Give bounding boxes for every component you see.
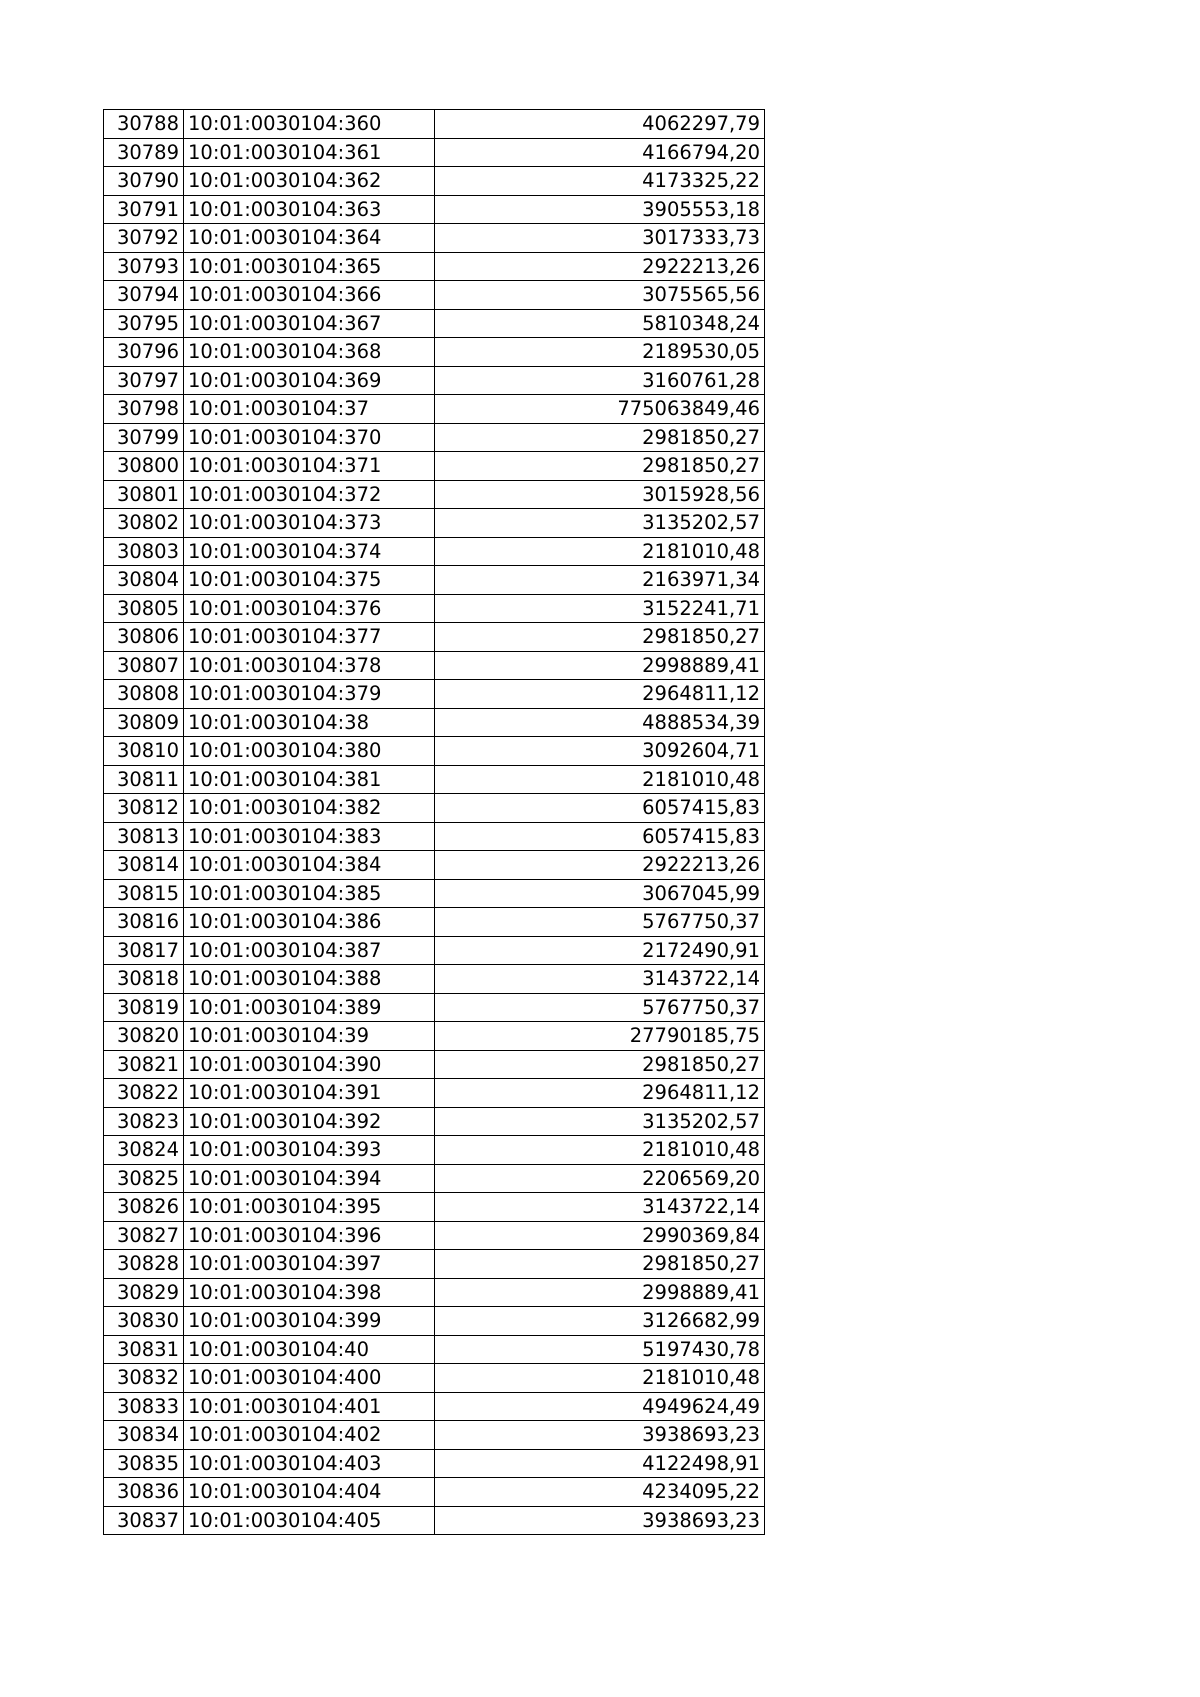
- cadastral-number-cell: 10:01:0030104:388: [184, 965, 435, 994]
- value-cell: 3135202,57: [435, 1107, 765, 1136]
- cadastral-number-cell: 10:01:0030104:399: [184, 1307, 435, 1336]
- row-number-cell: 30798: [104, 395, 184, 424]
- table-row: [104, 195, 765, 224]
- row-number-cell: 30827: [104, 1221, 184, 1250]
- value-cell: 6057415,83: [435, 822, 765, 851]
- row-number-cell: 30808: [104, 680, 184, 709]
- value-cell: 2964811,12: [435, 680, 765, 709]
- table-row: [104, 1335, 765, 1364]
- cadastral-number-cell: 10:01:0030104:401: [184, 1392, 435, 1421]
- table-row: [104, 1050, 765, 1079]
- row-number-cell: 30817: [104, 936, 184, 965]
- row-number-cell: 30793: [104, 252, 184, 281]
- row-number-cell: 30809: [104, 708, 184, 737]
- value-cell: 2163971,34: [435, 566, 765, 595]
- value-cell: 4234095,22: [435, 1478, 765, 1507]
- cadastral-number-cell: 10:01:0030104:379: [184, 680, 435, 709]
- row-number-cell: 30795: [104, 309, 184, 338]
- cadastral-number-cell: 10:01:0030104:364: [184, 224, 435, 253]
- table-row: [104, 936, 765, 965]
- cadastral-number-cell: 10:01:0030104:386: [184, 908, 435, 937]
- row-number-cell: 30806: [104, 623, 184, 652]
- cadastral-number-cell: 10:01:0030104:363: [184, 195, 435, 224]
- cadastral-number-cell: 10:01:0030104:404: [184, 1478, 435, 1507]
- cadastral-number-cell: 10:01:0030104:405: [184, 1506, 435, 1535]
- cadastral-number-cell: 10:01:0030104:385: [184, 879, 435, 908]
- cadastral-number-cell: 10:01:0030104:380: [184, 737, 435, 766]
- table-row: [104, 1364, 765, 1393]
- cadastral-number-cell: 10:01:0030104:365: [184, 252, 435, 281]
- cadastral-number-cell: 10:01:0030104:382: [184, 794, 435, 823]
- cadastral-number-cell: 10:01:0030104:373: [184, 509, 435, 538]
- cadastral-number-cell: 10:01:0030104:38: [184, 708, 435, 737]
- table-row: [104, 623, 765, 652]
- row-number-cell: 30801: [104, 480, 184, 509]
- cadastral-number-cell: 10:01:0030104:40: [184, 1335, 435, 1364]
- table-row: [104, 1278, 765, 1307]
- value-cell: 2181010,48: [435, 1136, 765, 1165]
- row-number-cell: 30813: [104, 822, 184, 851]
- cadastral-number-cell: 10:01:0030104:403: [184, 1449, 435, 1478]
- table-row: [104, 1506, 765, 1535]
- table-row: [104, 594, 765, 623]
- row-number-cell: 30829: [104, 1278, 184, 1307]
- value-cell: 4949624,49: [435, 1392, 765, 1421]
- cadastral-number-cell: 10:01:0030104:367: [184, 309, 435, 338]
- cadastral-number-cell: 10:01:0030104:397: [184, 1250, 435, 1279]
- value-cell: 3905553,18: [435, 195, 765, 224]
- row-number-cell: 30828: [104, 1250, 184, 1279]
- table-row: [104, 1107, 765, 1136]
- row-number-cell: 30822: [104, 1079, 184, 1108]
- value-cell: 4888534,39: [435, 708, 765, 737]
- row-number-cell: 30804: [104, 566, 184, 595]
- table-row: [104, 1221, 765, 1250]
- row-number-cell: 30820: [104, 1022, 184, 1051]
- table-row: [104, 395, 765, 424]
- value-cell: 5197430,78: [435, 1335, 765, 1364]
- table-row: [104, 879, 765, 908]
- value-cell: 2990369,84: [435, 1221, 765, 1250]
- row-number-cell: 30802: [104, 509, 184, 538]
- row-number-cell: 30788: [104, 110, 184, 139]
- cadastral-number-cell: 10:01:0030104:371: [184, 452, 435, 481]
- data-table: [103, 109, 765, 1535]
- value-cell: 2981850,27: [435, 1250, 765, 1279]
- table-row: [104, 167, 765, 196]
- value-cell: 6057415,83: [435, 794, 765, 823]
- table-row: [104, 1250, 765, 1279]
- table-row: [104, 680, 765, 709]
- row-number-cell: 30792: [104, 224, 184, 253]
- value-cell: 2981850,27: [435, 1050, 765, 1079]
- value-cell: 2181010,48: [435, 765, 765, 794]
- value-cell: 2964811,12: [435, 1079, 765, 1108]
- cadastral-number-cell: 10:01:0030104:396: [184, 1221, 435, 1250]
- table-row: [104, 281, 765, 310]
- value-cell: 2206569,20: [435, 1164, 765, 1193]
- table-row: [104, 1022, 765, 1051]
- cadastral-number-cell: 10:01:0030104:374: [184, 537, 435, 566]
- row-number-cell: 30799: [104, 423, 184, 452]
- cadastral-number-cell: 10:01:0030104:400: [184, 1364, 435, 1393]
- value-cell: 3143722,14: [435, 1193, 765, 1222]
- table-row: [104, 765, 765, 794]
- cadastral-number-cell: 10:01:0030104:387: [184, 936, 435, 965]
- value-cell: 3092604,71: [435, 737, 765, 766]
- row-number-cell: 30819: [104, 993, 184, 1022]
- table-row: [104, 480, 765, 509]
- cadastral-number-cell: 10:01:0030104:368: [184, 338, 435, 367]
- table-row: [104, 224, 765, 253]
- row-number-cell: 30812: [104, 794, 184, 823]
- row-number-cell: 30810: [104, 737, 184, 766]
- value-cell: 3938693,23: [435, 1506, 765, 1535]
- cadastral-number-cell: 10:01:0030104:37: [184, 395, 435, 424]
- cadastral-number-cell: 10:01:0030104:39: [184, 1022, 435, 1051]
- value-cell: 3126682,99: [435, 1307, 765, 1336]
- row-number-cell: 30830: [104, 1307, 184, 1336]
- row-number-cell: 30790: [104, 167, 184, 196]
- cadastral-number-cell: 10:01:0030104:372: [184, 480, 435, 509]
- value-cell: 4122498,91: [435, 1449, 765, 1478]
- cadastral-number-cell: 10:01:0030104:389: [184, 993, 435, 1022]
- value-cell: 2172490,91: [435, 936, 765, 965]
- value-cell: 3067045,99: [435, 879, 765, 908]
- table-row: [104, 452, 765, 481]
- value-cell: 3017333,73: [435, 224, 765, 253]
- value-cell: 3143722,14: [435, 965, 765, 994]
- table-row: [104, 794, 765, 823]
- cadastral-number-cell: 10:01:0030104:392: [184, 1107, 435, 1136]
- row-number-cell: 30816: [104, 908, 184, 937]
- cadastral-number-cell: 10:01:0030104:362: [184, 167, 435, 196]
- row-number-cell: 30814: [104, 851, 184, 880]
- table-row: [104, 708, 765, 737]
- row-number-cell: 30832: [104, 1364, 184, 1393]
- row-number-cell: 30811: [104, 765, 184, 794]
- value-cell: 2981850,27: [435, 452, 765, 481]
- table-row: [104, 138, 765, 167]
- row-number-cell: 30831: [104, 1335, 184, 1364]
- table-row: [104, 822, 765, 851]
- row-number-cell: 30837: [104, 1506, 184, 1535]
- table-body: [104, 110, 765, 1535]
- table-row: [104, 309, 765, 338]
- row-number-cell: 30800: [104, 452, 184, 481]
- value-cell: 4062297,79: [435, 110, 765, 139]
- cadastral-number-cell: 10:01:0030104:376: [184, 594, 435, 623]
- value-cell: 2998889,41: [435, 651, 765, 680]
- row-number-cell: 30825: [104, 1164, 184, 1193]
- table-row: [104, 651, 765, 680]
- row-number-cell: 30836: [104, 1478, 184, 1507]
- value-cell: 4166794,20: [435, 138, 765, 167]
- value-cell: 2181010,48: [435, 537, 765, 566]
- cadastral-number-cell: 10:01:0030104:393: [184, 1136, 435, 1165]
- row-number-cell: 30818: [104, 965, 184, 994]
- cadastral-number-cell: 10:01:0030104:370: [184, 423, 435, 452]
- value-cell: 5810348,24: [435, 309, 765, 338]
- cadastral-number-cell: 10:01:0030104:360: [184, 110, 435, 139]
- table-row: [104, 1164, 765, 1193]
- cadastral-number-cell: 10:01:0030104:383: [184, 822, 435, 851]
- value-cell: 2922213,26: [435, 851, 765, 880]
- cadastral-number-cell: 10:01:0030104:402: [184, 1421, 435, 1450]
- table-row: [104, 566, 765, 595]
- cadastral-number-cell: 10:01:0030104:366: [184, 281, 435, 310]
- row-number-cell: 30797: [104, 366, 184, 395]
- table-row: [104, 1136, 765, 1165]
- table-row: [104, 1307, 765, 1336]
- row-number-cell: 30794: [104, 281, 184, 310]
- row-number-cell: 30833: [104, 1392, 184, 1421]
- value-cell: 2981850,27: [435, 623, 765, 652]
- cadastral-number-cell: 10:01:0030104:394: [184, 1164, 435, 1193]
- value-cell: 3152241,71: [435, 594, 765, 623]
- cadastral-number-cell: 10:01:0030104:378: [184, 651, 435, 680]
- value-cell: 3135202,57: [435, 509, 765, 538]
- value-cell: 3015928,56: [435, 480, 765, 509]
- value-cell: 2181010,48: [435, 1364, 765, 1393]
- table-row: [104, 1449, 765, 1478]
- value-cell: 2189530,05: [435, 338, 765, 367]
- row-number-cell: 30821: [104, 1050, 184, 1079]
- row-number-cell: 30789: [104, 138, 184, 167]
- row-number-cell: 30796: [104, 338, 184, 367]
- value-cell: 5767750,37: [435, 993, 765, 1022]
- table-row: [104, 423, 765, 452]
- table-row: [104, 366, 765, 395]
- table-row: [104, 993, 765, 1022]
- table-row: [104, 110, 765, 139]
- value-cell: 27790185,75: [435, 1022, 765, 1051]
- row-number-cell: 30834: [104, 1421, 184, 1450]
- table-row: [104, 1079, 765, 1108]
- table-row: [104, 737, 765, 766]
- cadastral-number-cell: 10:01:0030104:377: [184, 623, 435, 652]
- cadastral-number-cell: 10:01:0030104:395: [184, 1193, 435, 1222]
- value-cell: 4173325,22: [435, 167, 765, 196]
- table-row: [104, 252, 765, 281]
- table-row: [104, 1193, 765, 1222]
- row-number-cell: 30807: [104, 651, 184, 680]
- table-row: [104, 1392, 765, 1421]
- row-number-cell: 30824: [104, 1136, 184, 1165]
- row-number-cell: 30826: [104, 1193, 184, 1222]
- row-number-cell: 30815: [104, 879, 184, 908]
- value-cell: 2922213,26: [435, 252, 765, 281]
- cadastral-number-cell: 10:01:0030104:375: [184, 566, 435, 595]
- row-number-cell: 30803: [104, 537, 184, 566]
- cadastral-number-cell: 10:01:0030104:391: [184, 1079, 435, 1108]
- table-row: [104, 851, 765, 880]
- cadastral-number-cell: 10:01:0030104:381: [184, 765, 435, 794]
- row-number-cell: 30835: [104, 1449, 184, 1478]
- value-cell: 775063849,46: [435, 395, 765, 424]
- value-cell: 5767750,37: [435, 908, 765, 937]
- row-number-cell: 30805: [104, 594, 184, 623]
- table-row: [104, 1421, 765, 1450]
- value-cell: 2998889,41: [435, 1278, 765, 1307]
- table-row: [104, 509, 765, 538]
- row-number-cell: 30791: [104, 195, 184, 224]
- value-cell: 3938693,23: [435, 1421, 765, 1450]
- table-row: [104, 908, 765, 937]
- table-row: [104, 338, 765, 367]
- value-cell: 3160761,28: [435, 366, 765, 395]
- table-row: [104, 1478, 765, 1507]
- value-cell: 3075565,56: [435, 281, 765, 310]
- cadastral-number-cell: 10:01:0030104:361: [184, 138, 435, 167]
- row-number-cell: 30823: [104, 1107, 184, 1136]
- table-row: [104, 537, 765, 566]
- value-cell: 2981850,27: [435, 423, 765, 452]
- cadastral-number-cell: 10:01:0030104:369: [184, 366, 435, 395]
- cadastral-number-cell: 10:01:0030104:398: [184, 1278, 435, 1307]
- cadastral-number-cell: 10:01:0030104:384: [184, 851, 435, 880]
- cadastral-number-cell: 10:01:0030104:390: [184, 1050, 435, 1079]
- table-row: [104, 965, 765, 994]
